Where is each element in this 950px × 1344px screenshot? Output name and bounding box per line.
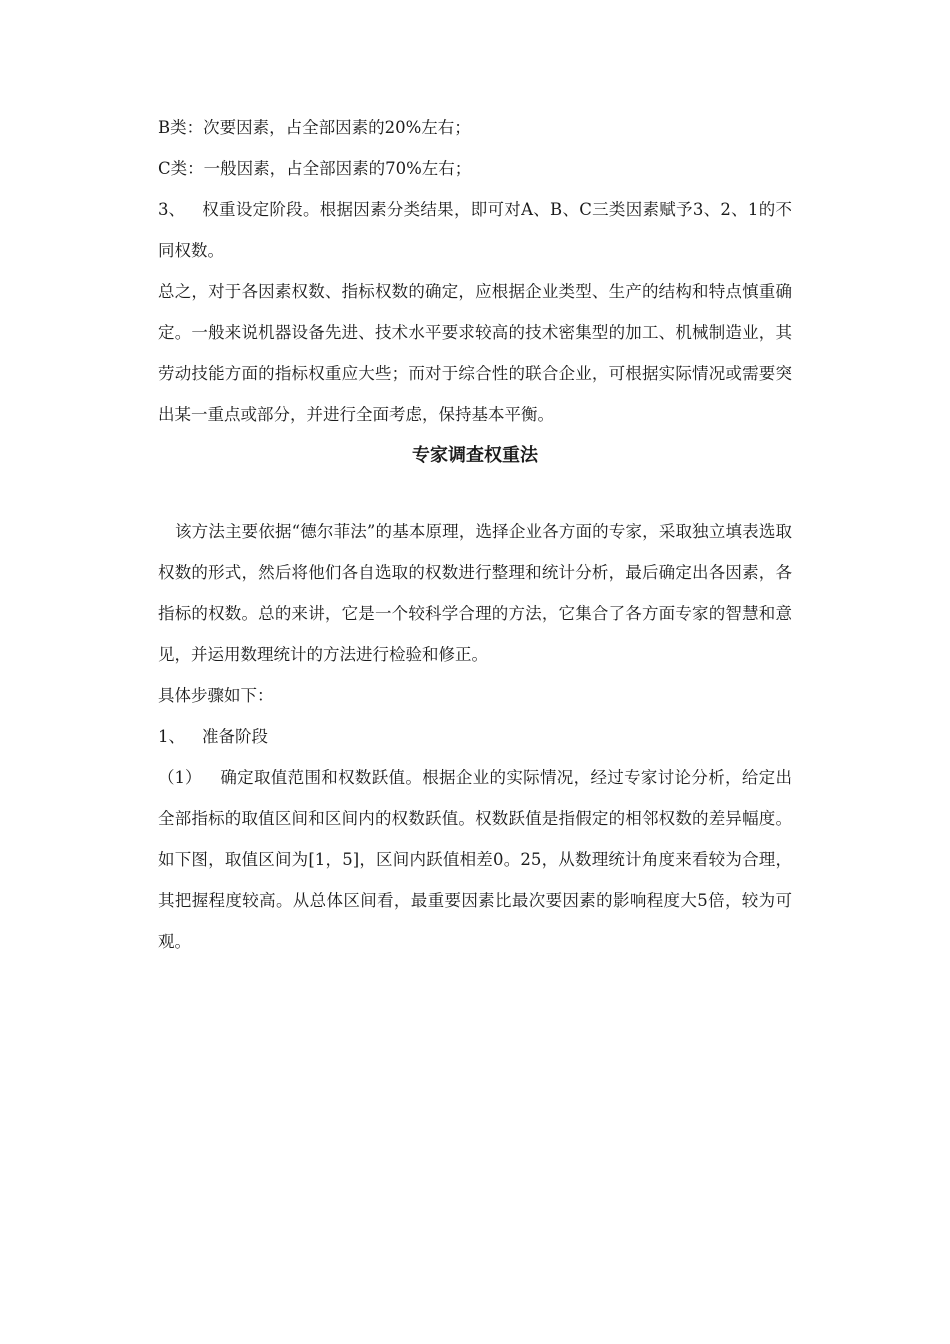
substep-1-text: 确定取值范围和权数跃值。根据企业的实际情况，经过专家讨论分析，给定出全部指标的取值区间和区间内的权数跃值。权数跃值是指假定的相邻权数的差异幅度。如下图，取值区间为[1，5]，区间内跃值相差0。25，从数理统计角度来看较为合理，其把握程度较高。从总体区间看，最重要因素比最次要因素的影响程度大5倍，较为可观。	[158, 768, 792, 951]
paragraph-category-c: C类：一般因素，占全部因素的70%左右；	[158, 159, 472, 178]
paragraph-summary: 总之，对于各因素权数、指标权数的确定，应根据企业类型、生产的结构和特点慎重确定。一般来说机器设备先进、技术水平要求较高的技术密集型的加工、机械制造业，其劳动技能方面的指标权重应大些；而对于综合性的联合企业，可根据实际情况或需要突出某一重点或部分，并进行全面考虑，保持基本平衡。	[158, 282, 792, 424]
paragraph-intro: 该方法主要依据“德尔菲法”的基本原理，选择企业各方面的专家，采取独立填表选取权数的形式，然后将他们各自选取的权数进行整理和统计分析，最后确定出各因素，各指标的权数。总的来讲，它是一个较科学合理的方法，它集合了各方面专家的智慧和意见，并运用数理统计的方法进行检验和修正。	[158, 522, 792, 664]
step-3-number: 3、	[158, 200, 185, 219]
document-page	[158, 107, 792, 962]
paragraph-substep-1	[158, 757, 792, 962]
paragraph-steps-intro: 具体步骤如下：	[158, 686, 274, 705]
substep-1-number: （1）	[158, 768, 202, 787]
step-1-number: 1、	[158, 727, 185, 746]
paragraph-step-1	[158, 716, 792, 757]
section-heading: 专家调查权重法	[412, 445, 538, 466]
step-1-text: 准备阶段	[202, 727, 268, 746]
step-3-text: 权重设定阶段。根据因素分类结果，即可对A、B、C三类因素赋予3、2、1的不同权数。	[158, 200, 792, 260]
paragraph-category-b: B类：次要因素，占全部因素的20%左右；	[158, 118, 471, 137]
paragraph-step-3	[158, 189, 792, 271]
